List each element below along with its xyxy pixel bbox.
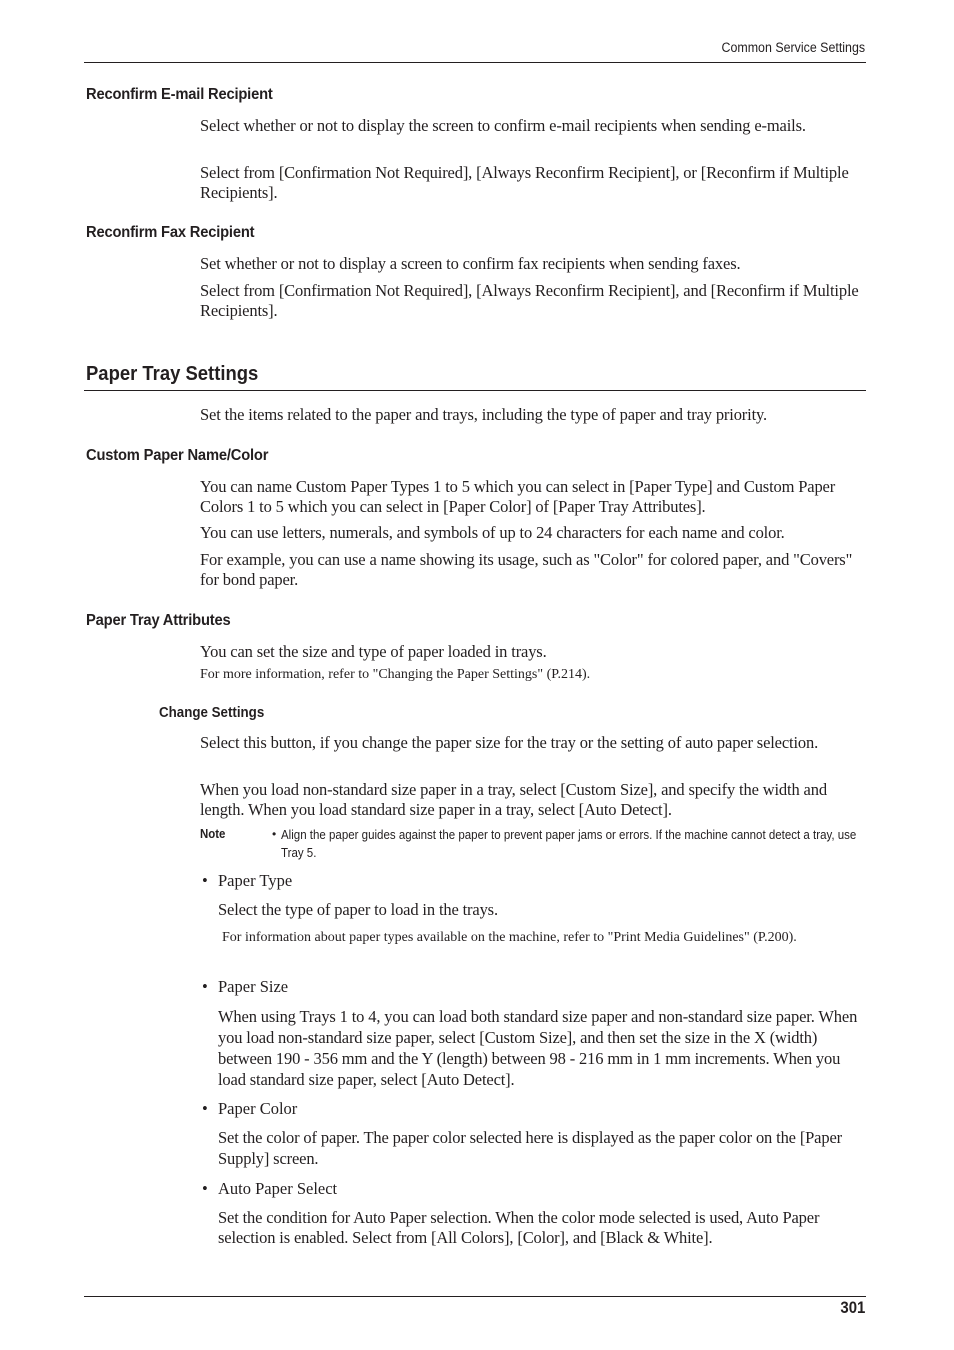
page-number: 301 bbox=[840, 1298, 865, 1317]
reconfirm-fax-paragraph-2: Select from [Confirmation Not Required], [Always Reconfirm Recipient], and [Reconfirm if Multiple Recipients]. bbox=[200, 281, 859, 320]
list-item-paper-type bbox=[202, 871, 292, 891]
custom-paper-paragraph-2: You can use letters, numerals, and symbols of up to 24 characters for each name and color. bbox=[200, 523, 785, 542]
list-item-auto-paper-select bbox=[202, 1179, 337, 1199]
header-rule bbox=[84, 62, 866, 63]
tray-attributes-heading: Paper Tray Attributes bbox=[86, 612, 231, 629]
auto-paper-select-description: Set the condition for Auto Paper selection. When the color mode selected is used, Auto Paper selection is enabled. Select from [All Colors], [Color], and [Black & White]. bbox=[218, 1208, 820, 1247]
reconfirm-fax-paragraph-1: Set whether or not to display a screen to confirm fax recipients when sending faxes. bbox=[200, 254, 741, 273]
change-settings-heading: Change Settings bbox=[159, 705, 265, 721]
section-rule bbox=[84, 390, 866, 391]
paper-tray-settings-heading: Paper Tray Settings bbox=[86, 362, 259, 385]
tray-attributes-reference: For more information, refer to "Changing the Paper Settings" (P.214). bbox=[200, 667, 591, 682]
bullet-icon: • bbox=[202, 1179, 208, 1198]
tray-attributes-paragraph: You can set the size and type of paper loaded in trays. bbox=[200, 642, 547, 661]
list-item-title: Paper Color bbox=[218, 1099, 298, 1118]
list-item-paper-color bbox=[202, 1099, 297, 1119]
paper-type-description: Select the type of paper to load in the trays. bbox=[218, 900, 498, 919]
paper-tray-settings-intro: Set the items related to the paper and trays, including the type of paper and tray priority. bbox=[200, 405, 768, 424]
paper-size-description: When using Trays 1 to 4, you can load both standard size paper and non-standard size paper. When you load non-standard size paper, select [Custom Size], and then set the size in the X (width) between 190 - 356 mm and the Y (length) between 98 - 216 mm in 1 mm increments. When you load standard size paper, select [Auto Detect]. bbox=[218, 1007, 858, 1089]
running-header: Common Service Settings bbox=[721, 40, 865, 55]
reconfirm-email-paragraph-1: Select whether or not to display the screen to confirm e-mail recipients when sending e-mails. bbox=[200, 116, 806, 135]
custom-paper-heading: Custom Paper Name/Color bbox=[86, 447, 269, 464]
change-settings-paragraph-1: Select this button, if you change the paper size for the tray or the setting of auto paper selection. bbox=[200, 733, 819, 752]
note-bullet-icon: • bbox=[272, 827, 277, 841]
bullet-icon: • bbox=[202, 871, 208, 890]
custom-paper-paragraph-1: You can name Custom Paper Types 1 to 5 which you can select in [Paper Type] and Custom Paper Colors 1 to 5 which you can select in [Paper Color] of [Paper Tray Attributes]. bbox=[200, 477, 836, 516]
paper-type-reference: For information about paper types available on the machine, refer to "Print Media Guidelines" (P.200). bbox=[222, 930, 797, 945]
note-text: Align the paper guides against the paper to prevent paper jams or errors. If the machine cannot detect a tray, use Tray 5. bbox=[281, 827, 857, 860]
reconfirm-fax-heading: Reconfirm Fax Recipient bbox=[86, 224, 255, 241]
note-label: Note bbox=[200, 826, 226, 841]
list-item-title: Paper Size bbox=[218, 977, 289, 996]
list-item-title: Auto Paper Select bbox=[218, 1179, 338, 1198]
footer-rule bbox=[84, 1296, 866, 1297]
paper-color-description: Set the color of paper. The paper color selected here is displayed as the paper color on the [Paper Supply] screen. bbox=[218, 1128, 842, 1168]
reconfirm-email-paragraph-2: Select from [Confirmation Not Required], [Always Reconfirm Recipient], or [Reconfirm if Multiple Recipients]. bbox=[200, 163, 849, 202]
custom-paper-paragraph-3: For example, you can use a name showing its usage, such as "Color" for colored paper, and "Covers" for bond paper. bbox=[200, 550, 853, 589]
bullet-icon: • bbox=[202, 977, 208, 996]
bullet-icon: • bbox=[202, 1099, 208, 1118]
list-item-paper-size bbox=[202, 977, 288, 997]
change-settings-paragraph-2: When you load non-standard size paper in a tray, select [Custom Size], and specify the width and length. When you load standard size paper in a tray, select [Auto Detect]. bbox=[200, 780, 827, 819]
reconfirm-email-heading: Reconfirm E-mail Recipient bbox=[86, 86, 273, 103]
list-item-title: Paper Type bbox=[218, 871, 293, 890]
